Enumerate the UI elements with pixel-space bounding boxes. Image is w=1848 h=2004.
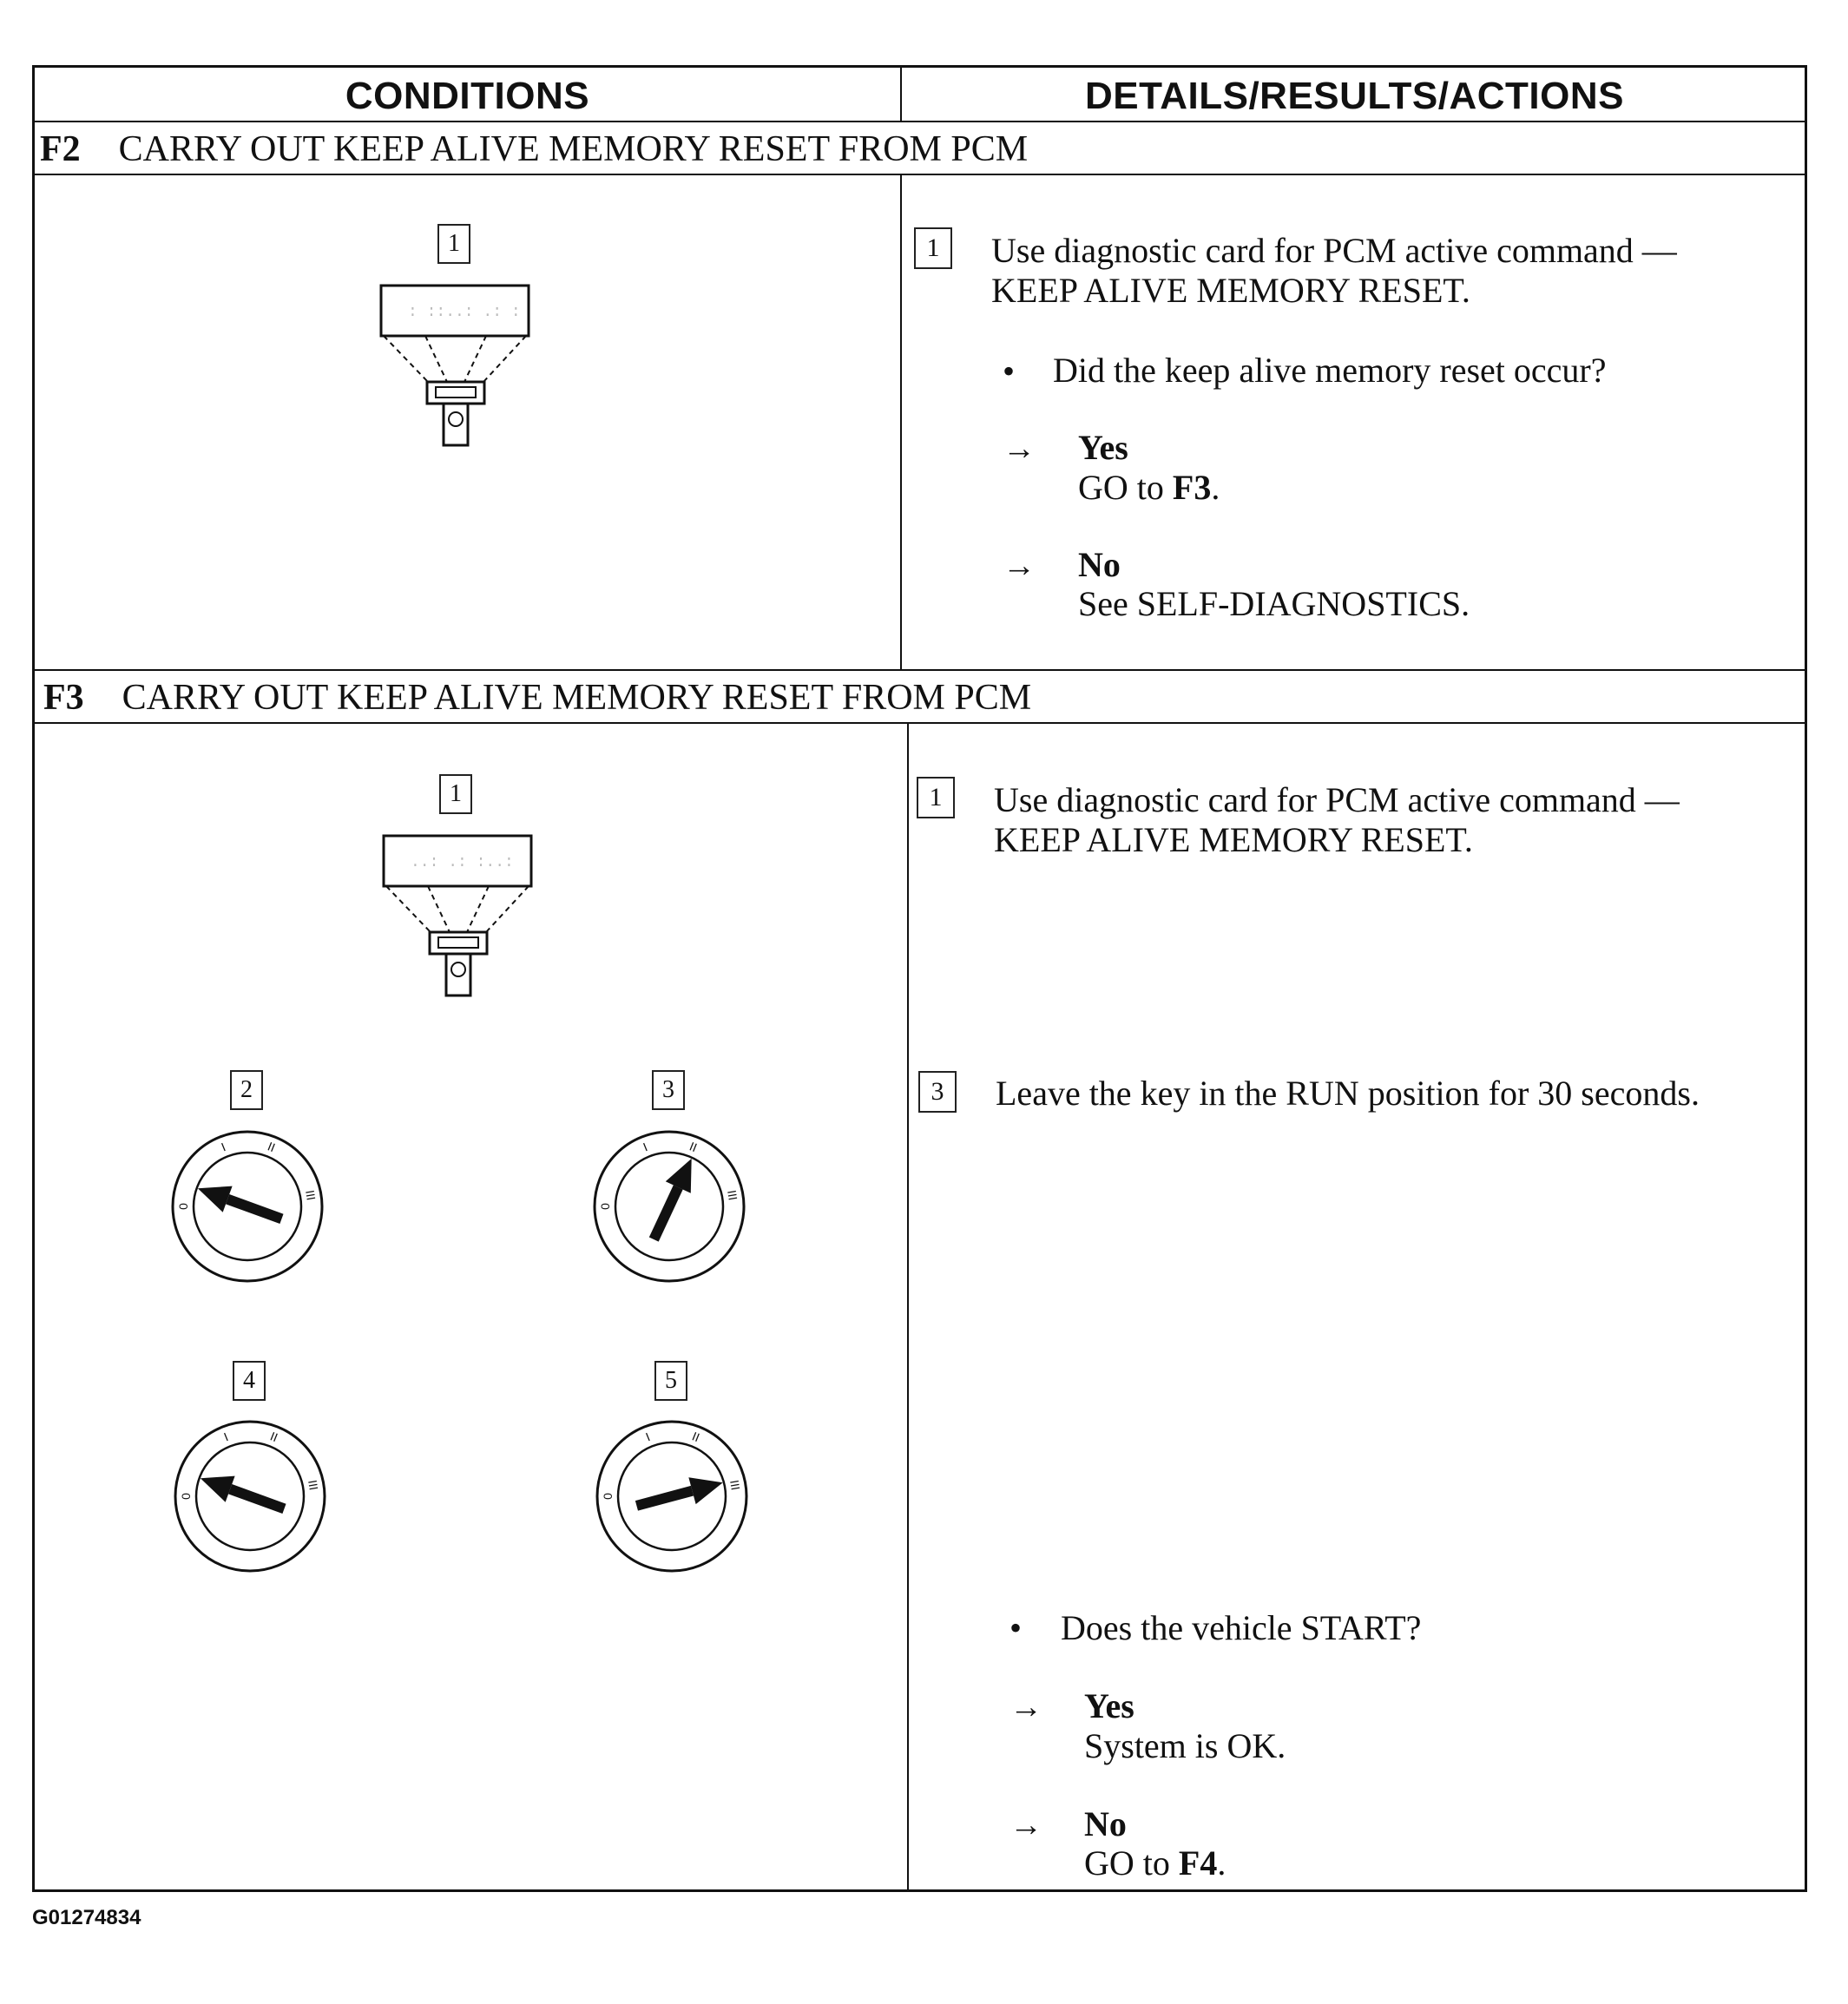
scan-tool-diagnostic-card-icon	[376, 828, 541, 1002]
header-rule	[35, 121, 1805, 122]
f3-question: Does the vehicle START?	[1061, 1608, 1422, 1647]
f3-instruction-1-line-1: Use diagnostic card for PCM active command —	[994, 780, 1680, 819]
f2-section-title	[40, 128, 1028, 170]
f3-instruction-1-line-2: KEEP ALIVE MEMORY RESET.	[994, 820, 1473, 859]
f2-question: Did the keep alive memory reset occur?	[1053, 351, 1607, 390]
f3-title-text: CARRY OUT KEEP ALIVE MEMORY RESET FROM PCM	[122, 678, 1032, 718]
svg-text:0: 0	[179, 1493, 193, 1500]
f3-bullet-icon: •	[1009, 1608, 1023, 1647]
f3-figure-step-3-label: 3	[652, 1070, 685, 1110]
f3-code: F3	[43, 678, 84, 718]
f3-yes-label: Yes	[1084, 1686, 1134, 1725]
f3-section-title	[43, 677, 1031, 719]
ignition-switch-off-icon	[172, 1418, 328, 1574]
f2-instruction-line-1: Use diagnostic card for PCM active command —	[991, 231, 1677, 270]
f2-column-divider	[900, 174, 902, 669]
f3-no-action-target: F4	[1178, 1843, 1218, 1882]
f3-no-label: No	[1084, 1804, 1127, 1843]
ignition-switch-off-icon	[169, 1128, 326, 1285]
figure-id: G01274834	[32, 1906, 141, 1929]
f2-figure-step-1-label: 1	[437, 224, 470, 264]
f3-figure-step-1-label: 1	[439, 774, 472, 814]
f2-title-text: CARRY OUT KEEP ALIVE MEMORY RESET FROM PCM	[118, 129, 1029, 169]
svg-text:III: III	[305, 1479, 321, 1492]
f3-figure-step-4-label: 4	[233, 1361, 266, 1401]
f3-no-action-suffix: .	[1217, 1843, 1227, 1882]
f2-step-1-box: 1	[914, 227, 952, 269]
f2-yes-action-target: F3	[1172, 468, 1212, 507]
f3-yes-arrow-icon: →	[1009, 1689, 1042, 1725]
f3-instruction-3: Leave the key in the RUN position for 30 seconds.	[996, 1074, 1700, 1113]
f3-figure-step-2-label: 2	[230, 1070, 263, 1110]
procedure-table	[32, 65, 1807, 1892]
f2-bottom-rule	[35, 669, 1805, 671]
f3-no-action	[1084, 1843, 1226, 1883]
f3-no-action-prefix: GO to	[1084, 1843, 1179, 1882]
scan-tool-diagnostic-card-icon	[373, 278, 538, 451]
f3-column-divider	[907, 722, 909, 1892]
svg-text:0: 0	[176, 1203, 190, 1210]
svg-text:III: III	[302, 1189, 319, 1202]
f3-yes-action: System is OK.	[1084, 1726, 1286, 1765]
svg-text:II: II	[690, 1429, 702, 1445]
details-column-header: DETAILS/RESULTS/ACTIONS	[1085, 75, 1624, 117]
f2-yes-action	[1078, 468, 1220, 508]
f3-no-arrow-icon: →	[1009, 1807, 1042, 1843]
f3-figure-step-5-label: 5	[654, 1361, 687, 1401]
f2-bullet-icon: •	[1003, 352, 1016, 391]
svg-text:: ::..: .: :: : ::..: .: :	[408, 304, 521, 321]
ignition-switch-run-icon	[591, 1128, 747, 1285]
svg-text:I: I	[643, 1429, 653, 1444]
svg-text:0: 0	[601, 1493, 615, 1500]
f2-no-label: No	[1078, 545, 1121, 584]
f2-code: F2	[40, 129, 81, 169]
f2-yes-arrow-icon: →	[1003, 430, 1036, 467]
ignition-switch-start-icon	[594, 1418, 750, 1574]
f2-title-rule	[35, 174, 1805, 175]
f2-yes-action-suffix: .	[1211, 468, 1220, 507]
svg-text:III: III	[727, 1479, 743, 1492]
svg-text:..: .: :..:: ..: .: :..:	[411, 854, 514, 871]
svg-text:I: I	[641, 1140, 650, 1154]
f2-yes-action-prefix: GO to	[1078, 468, 1173, 507]
f2-no-arrow-icon: →	[1003, 548, 1036, 584]
svg-text:II: II	[687, 1139, 700, 1155]
conditions-column-header: CONDITIONS	[345, 75, 590, 117]
f3-title-rule	[35, 722, 1805, 724]
f2-yes-label: Yes	[1078, 428, 1128, 467]
svg-text:I: I	[221, 1429, 231, 1444]
f2-no-action: See SELF-DIAGNOSTICS.	[1078, 584, 1470, 623]
svg-text:0: 0	[598, 1203, 612, 1210]
f2-instruction-line-2: KEEP ALIVE MEMORY RESET.	[991, 271, 1470, 310]
svg-text:I: I	[219, 1140, 228, 1154]
f3-step-3-box: 3	[918, 1071, 957, 1113]
svg-text:II: II	[268, 1429, 280, 1445]
f3-step-1-box: 1	[917, 777, 955, 818]
svg-text:III: III	[724, 1189, 740, 1202]
svg-text:II: II	[266, 1139, 278, 1155]
